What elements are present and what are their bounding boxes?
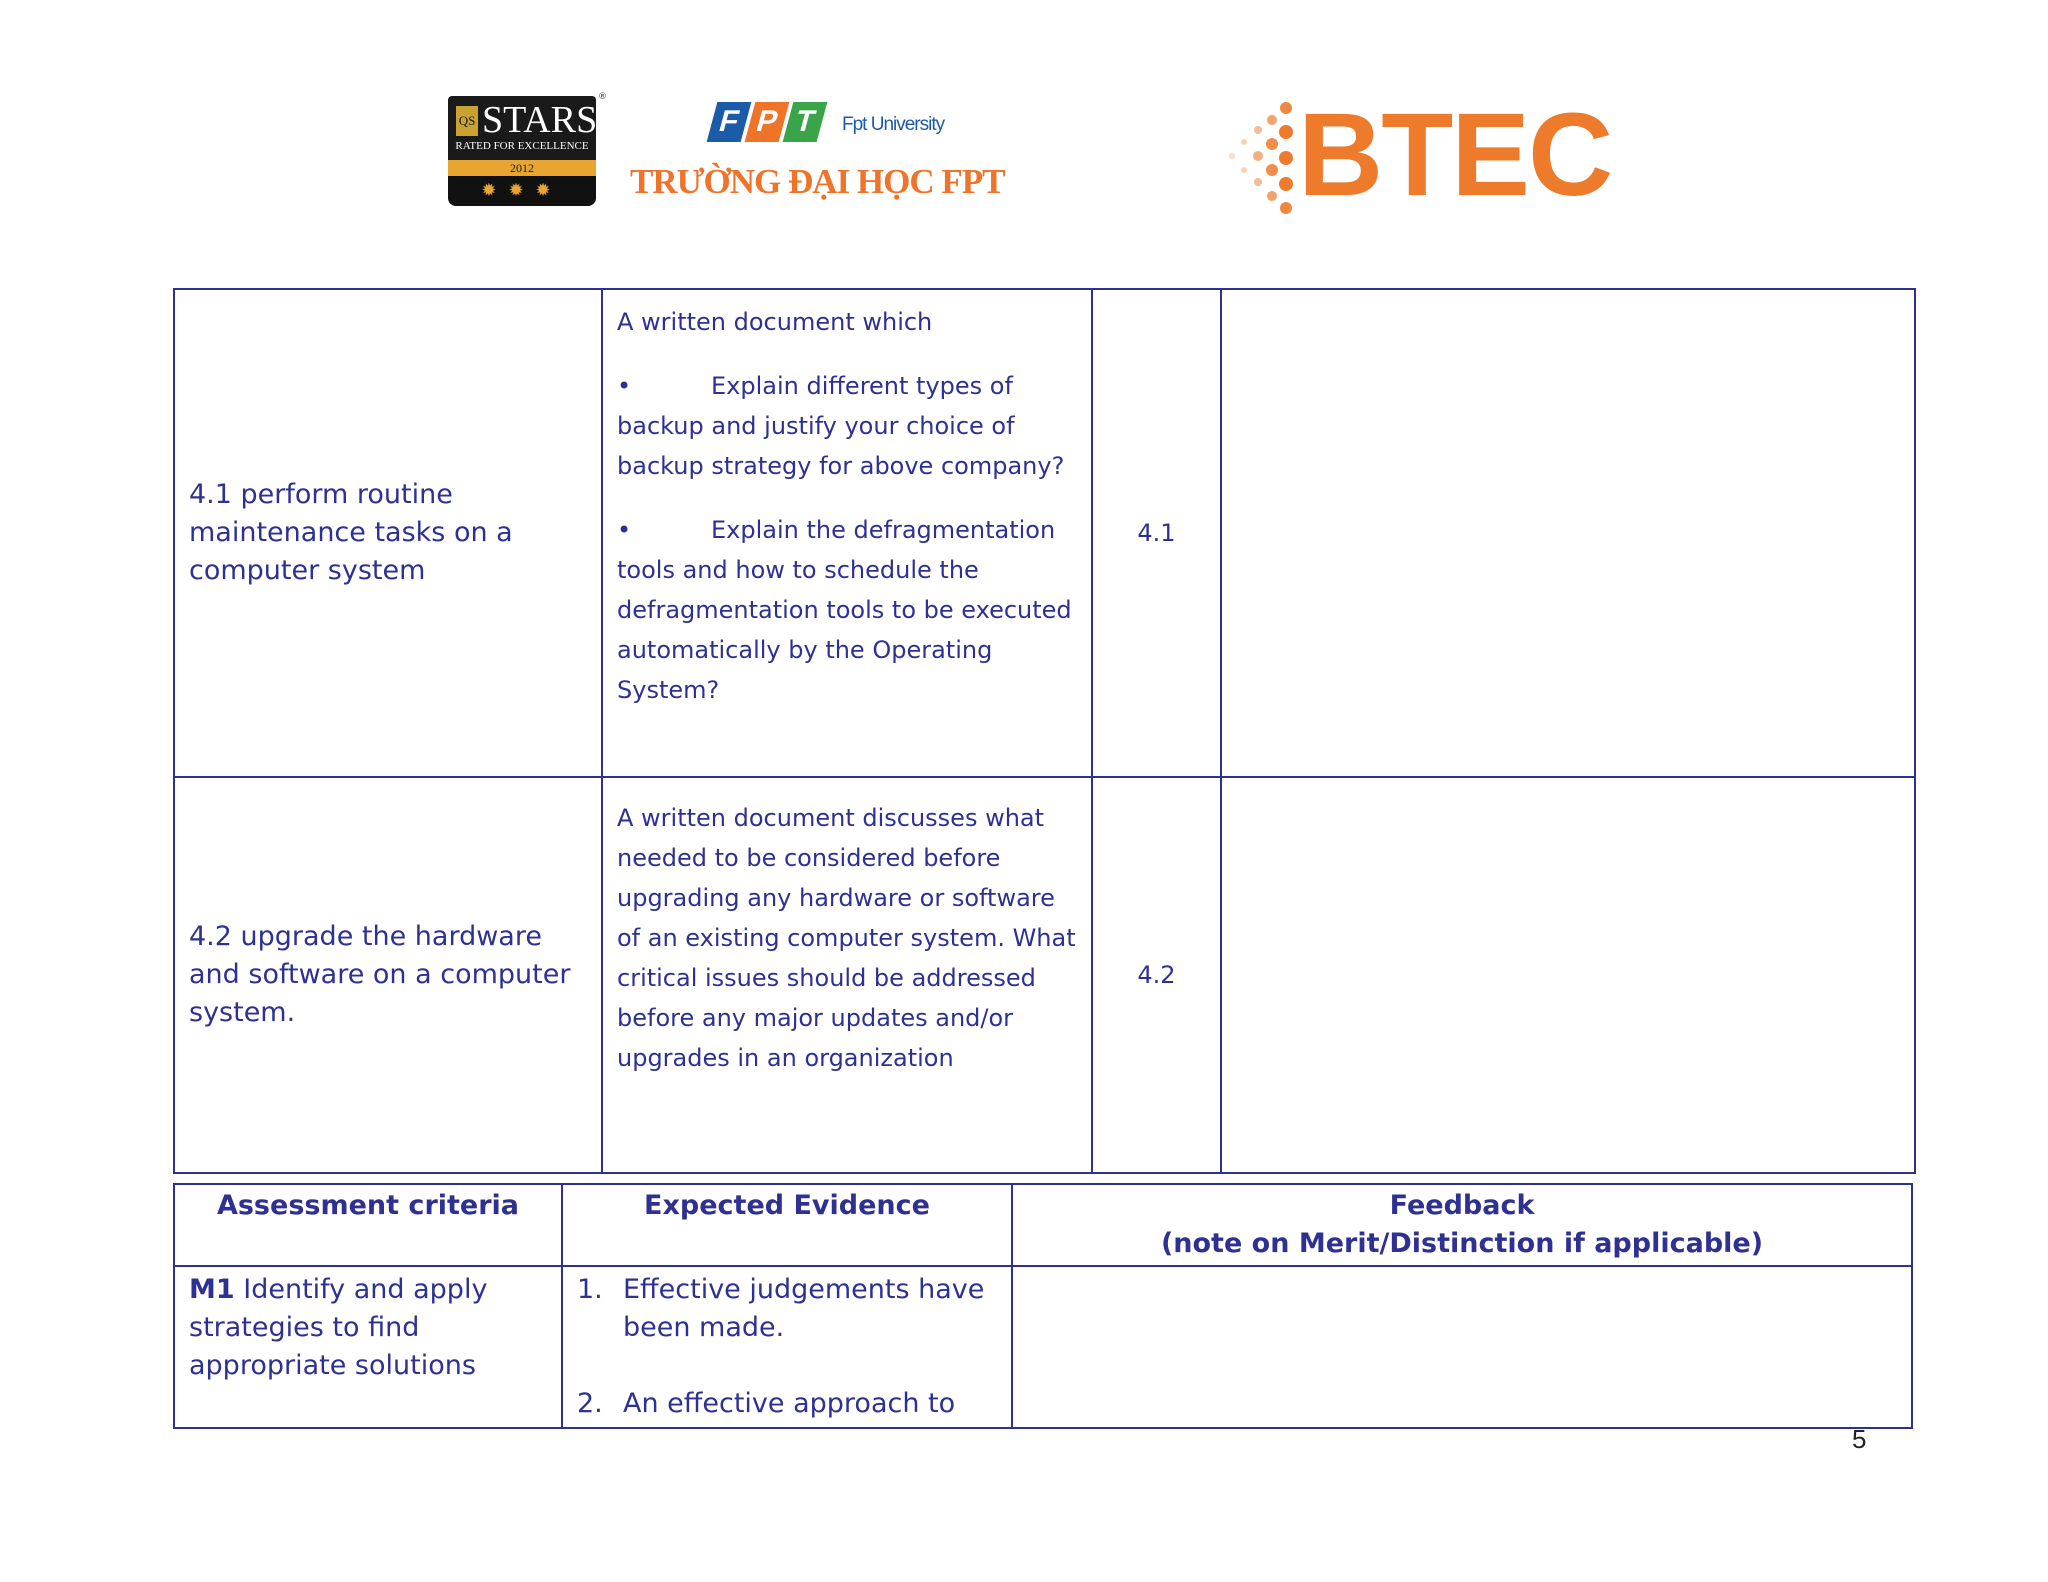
bullet-text: Explain different types of backup and justify your choice of backup strategy for above company? [617,372,1065,480]
page-header [0,0,2048,260]
btec-logo [1220,89,1620,226]
btec-dots-icon [1220,96,1300,226]
list-number: 2. [577,1388,603,1419]
header-feedback-title: Feedback [1389,1190,1535,1221]
reference-cell: 4.1 [1092,289,1221,777]
list-number: 1. [577,1274,603,1305]
header-feedback-note: (note on Merit/Distinction if applicable) [1160,1228,1764,1259]
criteria-text: Identify and apply strategies to find appropriate solutions [189,1274,488,1381]
fpt-school-name: TRƯỜNG ĐẠI HỌC FPT [630,162,1005,201]
fpt-letter-p: P [745,102,790,142]
evidence-list-item [577,1271,997,1347]
fpt-letter-t: T [783,102,828,142]
list-text: Effective judgements have been made. [623,1274,985,1343]
evidence-cell [602,289,1092,777]
list-text: An effective approach to [623,1388,956,1419]
bullet-icon: • [617,516,632,544]
qs-rated-text: RATED FOR EXCELLENCE [455,140,589,152]
criteria-cell: 4.2 upgrade the hardware and software on a computer system. [174,777,602,1173]
qs-registered-mark: ® [598,92,607,102]
header-feedback [1012,1184,1912,1266]
table-row [174,289,1915,777]
bullet-icon: • [617,372,632,400]
fpt-letter-f: F [707,102,752,142]
qs-badge: QS [456,106,478,136]
reference-cell: 4.2 [1092,777,1221,1173]
criteria-cell: 4.1 perform routine maintenance tasks on a computer system [174,289,602,777]
qs-star-icons: ✹✹✹ [448,176,596,206]
header-assessment-criteria: Assessment criteria [174,1184,562,1266]
fpt-logo [630,96,1005,216]
bullet-text: Explain the defragmentation tools and how to schedule the defragmentation tools to be executed automatically by the Operating System? [617,516,1072,704]
btec-text: BTEC [1298,89,1612,221]
evidence-cell [562,1266,1012,1428]
evidence-bullet [617,510,1077,710]
feedback-cell[interactable] [1221,289,1915,777]
page-number: 5 [1852,1424,1867,1454]
fpt-letters [712,102,826,148]
header-expected-evidence: Expected Evidence [562,1184,1012,1266]
criteria-code: M1 [189,1274,235,1305]
evidence-cell: A written document discusses what needed to be considered before upgrading any hardware or software of an existing computer system. What critical issues should be addressed before any major updates and/or upgrades in an organization [602,777,1092,1173]
evidence-bullet [617,366,1077,486]
criteria-cell [174,1266,562,1428]
qs-year: 2012 [448,160,596,176]
table-row [174,777,1915,1173]
fpt-university-text: Fpt University [842,114,945,135]
evidence-list-item [577,1385,997,1423]
evidence-intro: A written document which [617,308,933,336]
table-row [174,1266,1912,1428]
qs-stars-logo [448,92,607,206]
feedback-cell[interactable] [1221,777,1915,1173]
qs-stars-text: STARS [482,99,598,141]
assessment-table [173,1183,1913,1429]
feedback-cell[interactable] [1012,1266,1912,1428]
table-header-row [174,1184,1912,1266]
criteria-table [173,288,1916,1174]
